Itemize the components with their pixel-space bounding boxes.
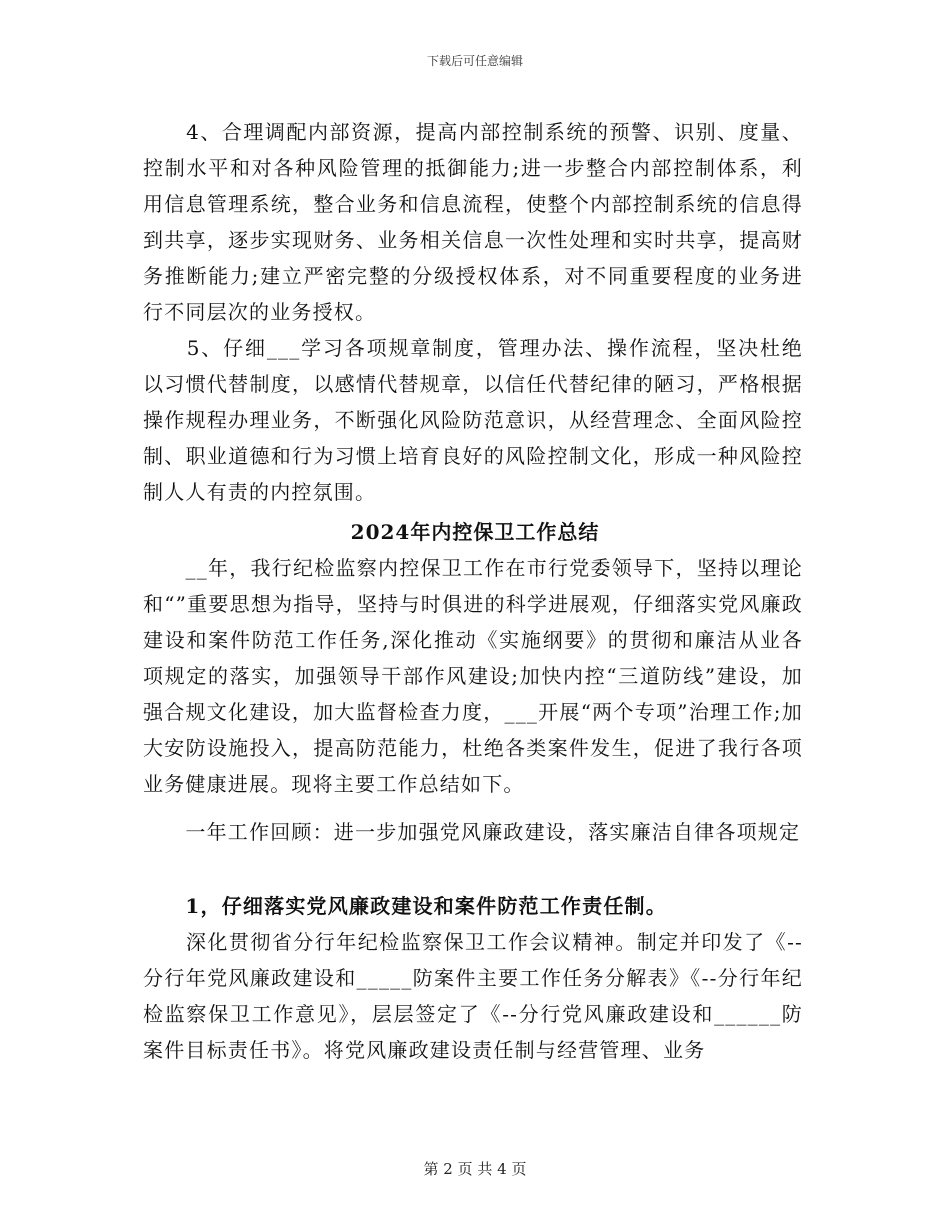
- review-paragraph: 一年工作回顾：进一步加强党风廉政建设，落实廉洁自律各项规定: [143, 820, 801, 844]
- paragraph-item-5: 5、仔细___学习各项规章制度，管理办法、操作流程，坚决杜绝以习惯代替制度，以感情代替规章，以信任代替纪律的陋习，严格根据操作规程办理业务，不断强化风险防范意识，从经营理念、全面风险控制、职业道德和行为习惯上培育良好的风险控制文化，形成一种风险控制人人有责的内控氛围。: [143, 336, 803, 504]
- page-header: 下载后可任意编辑: [426, 54, 523, 68]
- section-heading-1: 1，仔细落实党风廉政建设和案件防范工作责任制。: [143, 894, 667, 918]
- section-1-body: 深化贯彻省分行年纪检监察保卫工作会议精神。制定并印发了《--分行年党风廉政建设和_____防案件主要工作任务分解表》《--分行年纪检监察保卫工作意见》，层层签定了《--分行党风廉政建设和______防案件目标责任书》。将党风廉政建设责任制与经营管理、业务: [143, 930, 803, 1062]
- document-title: 2024年内控保卫工作总结: [350, 520, 600, 544]
- paragraph-item-4: 4、合理调配内部资源，提高内部控制系统的预警、识别、度量、控制水平和对各种风险管理的抵御能力;进一步整合内部控制体系，利用信息管理系统，整合业务和信息流程，使整个内部控制系统的信息得到共享，逐步实现财务、业务相关信息一次性处理和实时共享，提高财务推断能力;建立严密完整的分级授权体系，对不同重要程度的业务进行不同层次的业务授权。: [143, 120, 803, 324]
- page-footer: 第 2 页 共 4 页: [423, 1160, 527, 1178]
- intro-paragraph: __年，我行纪检监察内控保卫工作在市行党委领导下，坚持以理论和“”重要思想为指导，坚持与时俱进的科学进展观，仔细落实党风廉政建设和案件防范工作任务,深化推动《实施纲要》的贯彻和廉洁从业各项规定的落实，加强领导干部作风建设;加快内控“三道防线”建设，加强合规文化建设，加大监督检查力度，___开展“两个专项”治理工作;加大安防设施投入，提高防范能力，杜绝各类案件发生，促进了我行各项业务健康进展。现将主要工作总结如下。: [143, 556, 803, 796]
